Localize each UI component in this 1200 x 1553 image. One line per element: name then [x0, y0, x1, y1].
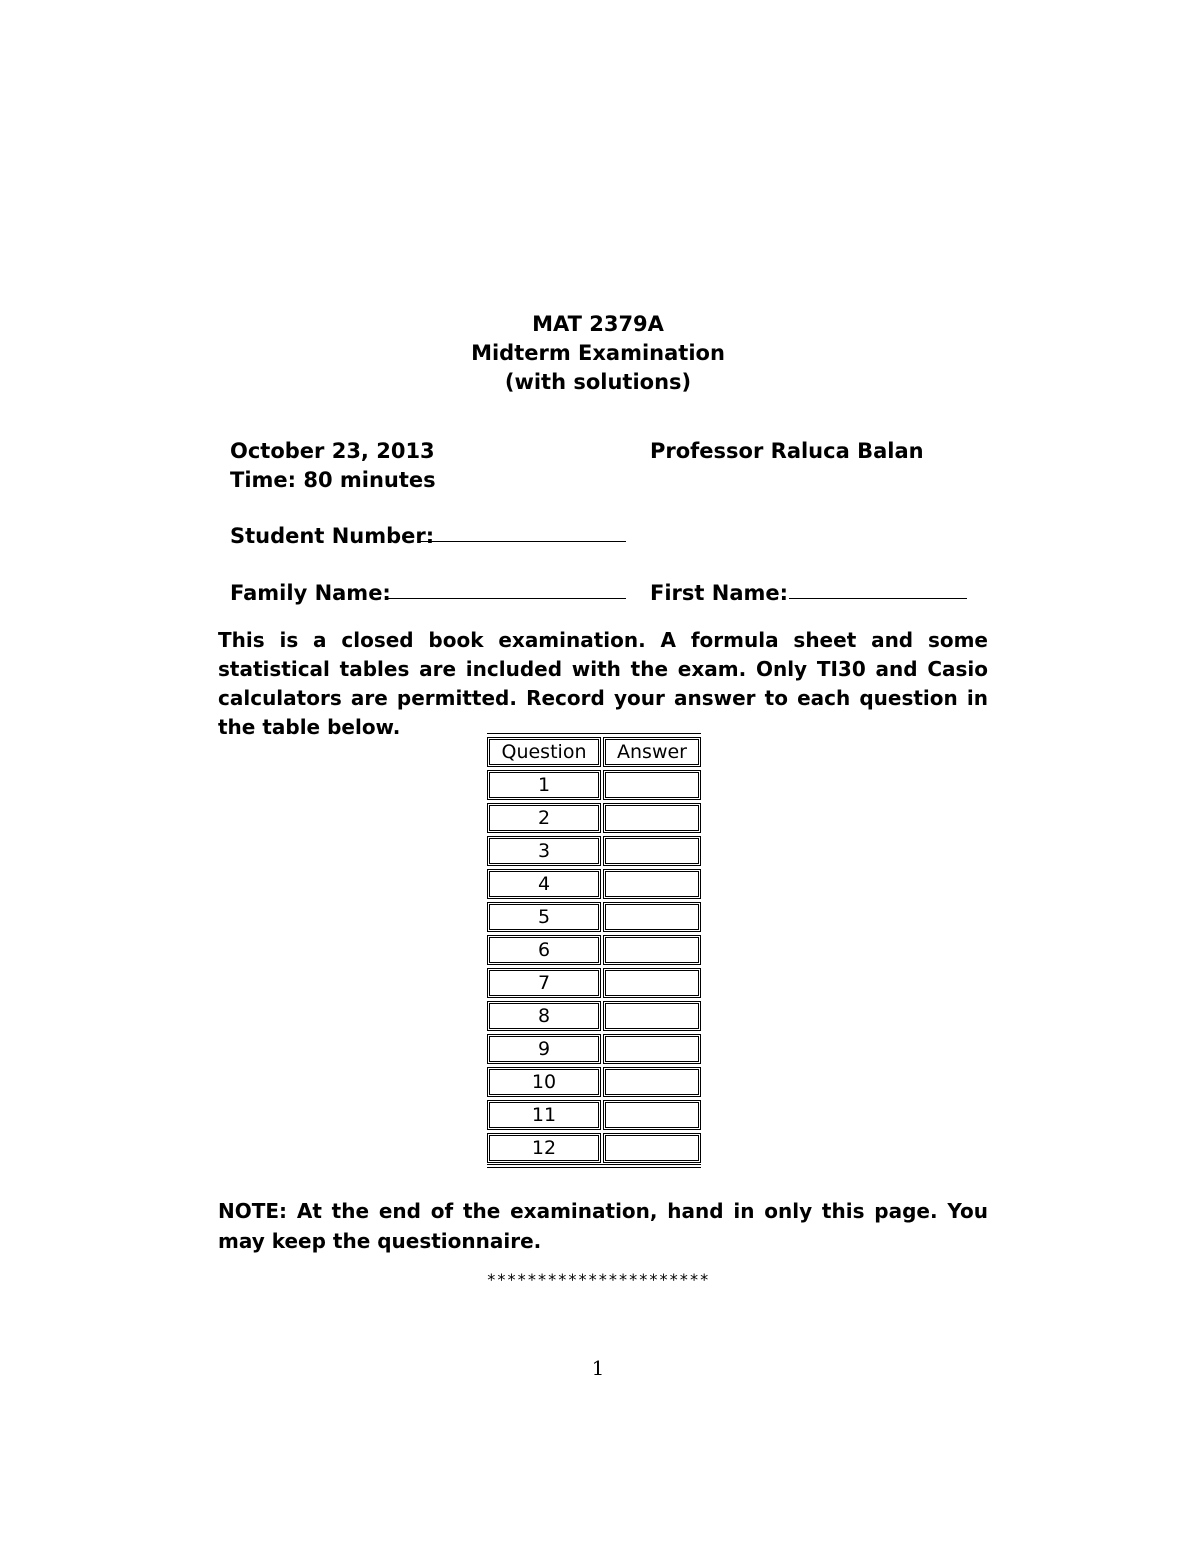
question-number-cell: 9 [487, 1034, 601, 1065]
professor-name: Professor Raluca Balan [650, 439, 924, 463]
separator-stars: ********************** [486, 1270, 710, 1289]
table-row [487, 869, 701, 900]
exam-subtitle: (with solutions) [504, 370, 692, 394]
exam-date: October 23, 2013 [230, 439, 435, 463]
question-number-cell: 3 [487, 836, 601, 867]
table-row [487, 1133, 701, 1164]
first-name-label: First Name: [650, 581, 789, 605]
table-row [487, 935, 701, 966]
table-row [487, 902, 701, 933]
question-column-header: Question [487, 737, 601, 768]
question-number-cell: 2 [487, 803, 601, 834]
exam-note: NOTE: At the end of the examination, hand in only this page. You may keep the questionnaire. [218, 1199, 988, 1253]
exam-instructions: This is a closed book examination. A formula sheet and some statistical tables are included with the exam. Only TI30 and Casio calculators are permitted. Record your answer to each question in the table below. [218, 628, 988, 739]
family-name-field[interactable] [388, 598, 626, 599]
answer-cell[interactable] [603, 836, 701, 867]
table-row [487, 968, 701, 999]
question-number-cell: 6 [487, 935, 601, 966]
question-number-cell: 8 [487, 1001, 601, 1032]
question-number-cell: 7 [487, 968, 601, 999]
question-number-cell: 12 [487, 1133, 601, 1164]
course-code: MAT 2379A [532, 312, 664, 336]
page-number: 1 [591, 1356, 605, 1380]
question-number-cell: 5 [487, 902, 601, 933]
table-row [487, 1001, 701, 1032]
answer-cell[interactable] [603, 1100, 701, 1131]
student-number-field[interactable] [418, 541, 626, 542]
answer-table [487, 733, 701, 1168]
table-row [487, 1034, 701, 1065]
question-number-cell: 10 [487, 1067, 601, 1098]
title-block [0, 310, 1196, 397]
family-name-label: Family Name: [230, 581, 391, 605]
student-number-label: Student Number: [230, 524, 435, 548]
question-number-cell: 4 [487, 869, 601, 900]
table-row [487, 1100, 701, 1131]
table-header-row [487, 737, 701, 768]
exam-title: Midterm Examination [471, 341, 725, 365]
table-row [487, 803, 701, 834]
answer-column-header: Answer [603, 737, 701, 768]
table-row [487, 836, 701, 867]
table-row [487, 770, 701, 801]
answer-cell[interactable] [603, 869, 701, 900]
answer-cell[interactable] [603, 935, 701, 966]
answer-cell[interactable] [603, 1067, 701, 1098]
answer-cell[interactable] [603, 1001, 701, 1032]
answer-cell[interactable] [603, 968, 701, 999]
table-row [487, 1067, 701, 1098]
answer-cell[interactable] [603, 803, 701, 834]
answer-cell[interactable] [603, 1133, 701, 1164]
exam-duration: Time: 80 minutes [230, 468, 436, 492]
answer-cell[interactable] [603, 1034, 701, 1065]
question-number-cell: 1 [487, 770, 601, 801]
question-number-cell: 11 [487, 1100, 601, 1131]
answer-cell[interactable] [603, 902, 701, 933]
first-name-field[interactable] [789, 598, 967, 599]
answer-cell[interactable] [603, 770, 701, 801]
